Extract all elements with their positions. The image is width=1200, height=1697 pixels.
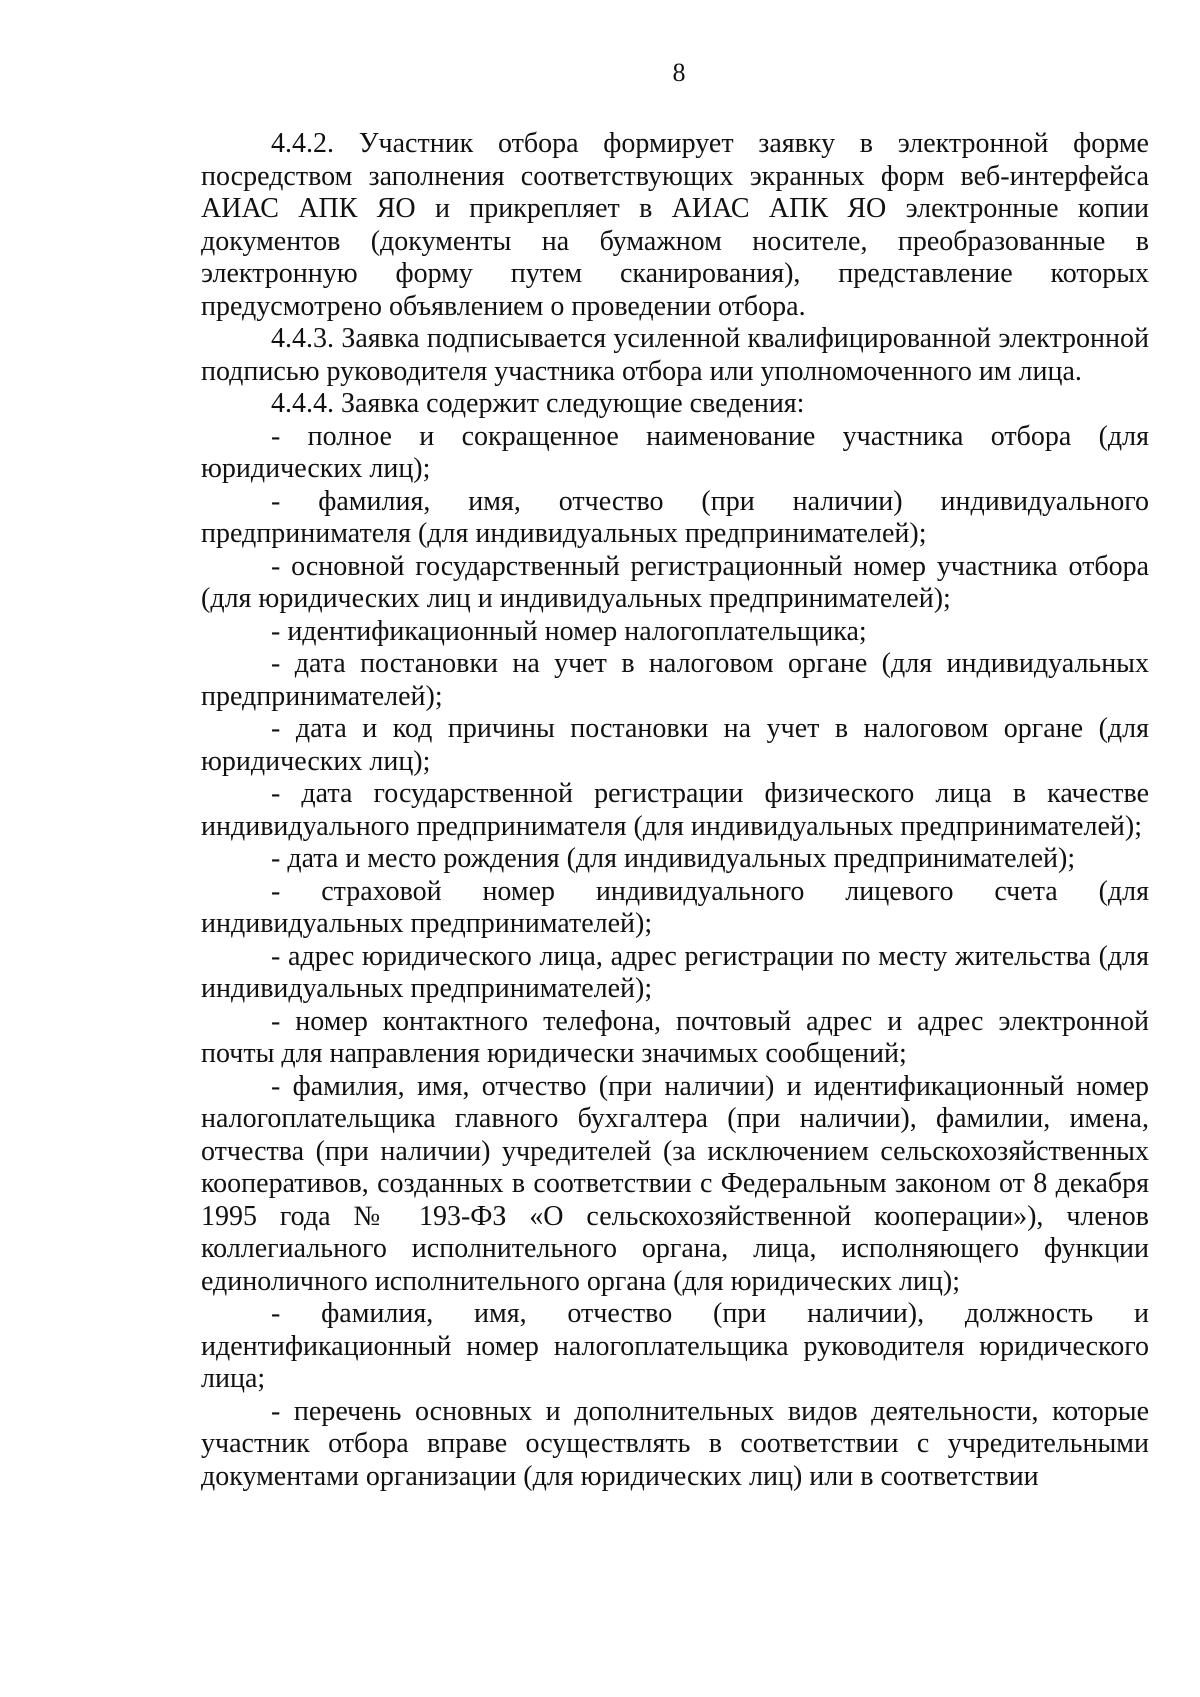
list-item: - дата государственной регистрации физического лица в качестве индивидуального предпринимателя (для индивидуальных предпринимателей); xyxy=(201,778,1149,842)
document-body xyxy=(201,128,1149,1493)
list-item: - фамилия, имя, отчество (при наличии) индивидуального предпринимателя (для индивидуальных предпринимателей); xyxy=(201,485,1149,549)
list-item: - идентификационный номер налогоплательщика; xyxy=(271,615,867,647)
paragraph-4-4-4: 4.4.4. Заявка содержит следующие сведения: xyxy=(271,388,805,419)
list-item: - дата и код причины постановки на учет в налоговом органе (для юридических лиц); xyxy=(201,713,1149,777)
list-item: - дата постановки на учет в налоговом органе (для индивидуальных предпринимателей); xyxy=(201,648,1149,712)
list-item: - страховой номер индивидуального лицевого счета (для индивидуальных предпринимателей); xyxy=(201,875,1149,939)
page-number: 8 xyxy=(672,58,686,87)
paragraph-4-4-3: 4.4.3. Заявка подписывается усиленной квалифицированной электронной подписью руководителя участника отбора или уполномоченного им лица. xyxy=(201,323,1149,387)
list-item: - номер контактного телефона, почтовый адрес и адрес электронной почты для направления юридически значимых сообщений; xyxy=(201,1005,1149,1069)
list-item: - дата и место рождения (для индивидуальных предпринимателей); xyxy=(271,843,1076,874)
list-item: - основной государственный регистрационный номер участника отбора (для юридических лиц и индивидуальных предпринимателей); xyxy=(201,550,1149,614)
list-item: - адрес юридического лица, адрес регистрации по месту жительства (для индивидуальных предпринимателей); xyxy=(201,940,1149,1004)
list-item: - фамилия, имя, отчество (при наличии), должность и идентификационный номер налогоплательщика руководителя юридического лица; xyxy=(201,1298,1149,1394)
list-item: - фамилия, имя, отчество (при наличии) и идентификационный номер налогоплательщика главного бухгалтера (при наличии), фамилии, имена, отчества (при наличии) учредителей (за исключением сельскохозяйственных кооперативов, созданных в соответствии с Федеральным законом от 8 декабря 1995 года № 193-ФЗ «О сельскохозяйственной кооперации»), членов коллегиального исполнительного органа, лица, исполняющего функции единоличного исполнительного органа (для юридических лиц); xyxy=(201,1070,1149,1297)
list-item: - перечень основных и дополнительных видов деятельности, которые участник отбора вправе осуществлять в соответствии с учредительными документами организации (для юридических лиц) или в соответствии xyxy=(201,1395,1149,1492)
list-item: - полное и сокращенное наименование участника отбора (для юридических лиц); xyxy=(201,420,1149,484)
paragraph-4-4-2: 4.4.2. Участник отбора формирует заявку в электронной форме посредством заполнения соответствующих экранных форм веб-интерфейса АИАС АПК ЯО и прикрепляет в АИАС АПК ЯО электронные копии документов (документы на бумажном носителе, преобразованные в электронную форму путем сканирования), представление которых предусмотрено объявлением о проведении отбора. xyxy=(201,128,1149,322)
